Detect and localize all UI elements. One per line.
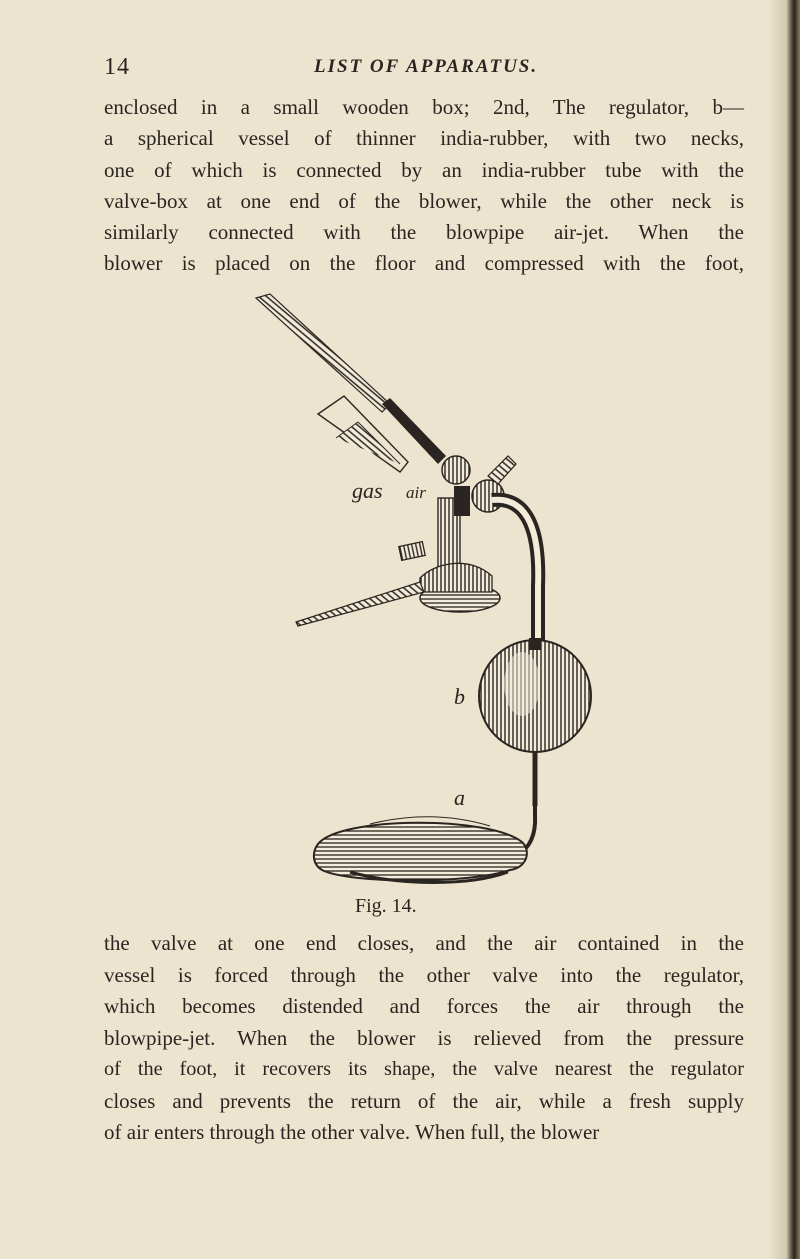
paragraph-top [104,92,744,280]
label-b: b [454,684,465,709]
text-line: valve-box at one end of the blower, while the other neck is [104,188,744,213]
text-line: a spherical vessel of thinner india-rubber, with two necks, [104,126,744,151]
text-line: blower is placed on the floor and compressed with the foot, [104,251,744,276]
tube-shaft [382,398,446,464]
blowpipe-illustration [240,286,620,886]
figure-caption: Fig. 14. [355,895,417,917]
gas-valve-knob [442,456,470,484]
gas-tube-upper [256,294,390,412]
text-line: vessel is forced through the other valve into the regulator, [104,962,744,987]
text-line: similarly connected with the blowpipe air-jet. When the [104,220,744,245]
text-line: blowpipe-jet. When the blower is relieved from the pressure [104,1025,744,1050]
foot-blower [314,823,527,881]
side-jet [296,582,424,626]
figure-blowpipe-apparatus [240,286,620,886]
label-air: air [406,483,426,502]
page-number: 14 [104,54,130,80]
page-edge [786,0,800,1259]
text-line: which becomes distended and forces the air through the [104,994,744,1018]
running-head: LIST OF APPARATUS. [314,56,539,77]
label-gas: gas [352,478,383,503]
text-line: enclosed in a small wooden box; 2nd, The regulator, b— [104,95,744,119]
page-gutter-shadow [768,0,786,1259]
text-line: one of which is connected by an india-rubber tube with the [104,157,744,182]
label-a: a [454,785,465,810]
text-line: closes and prevents the return of the air, while a fresh supply [104,1088,744,1113]
text-line: of the foot, it recovers its shape, the valve nearest the regulator [104,1058,744,1080]
page-header [104,54,744,84]
text-line: the valve at one end closes, and the air contained in the [104,931,744,955]
text-line: of air enters through the other valve. When full, the blower [104,1120,600,1144]
paragraph-bottom [104,928,744,1149]
